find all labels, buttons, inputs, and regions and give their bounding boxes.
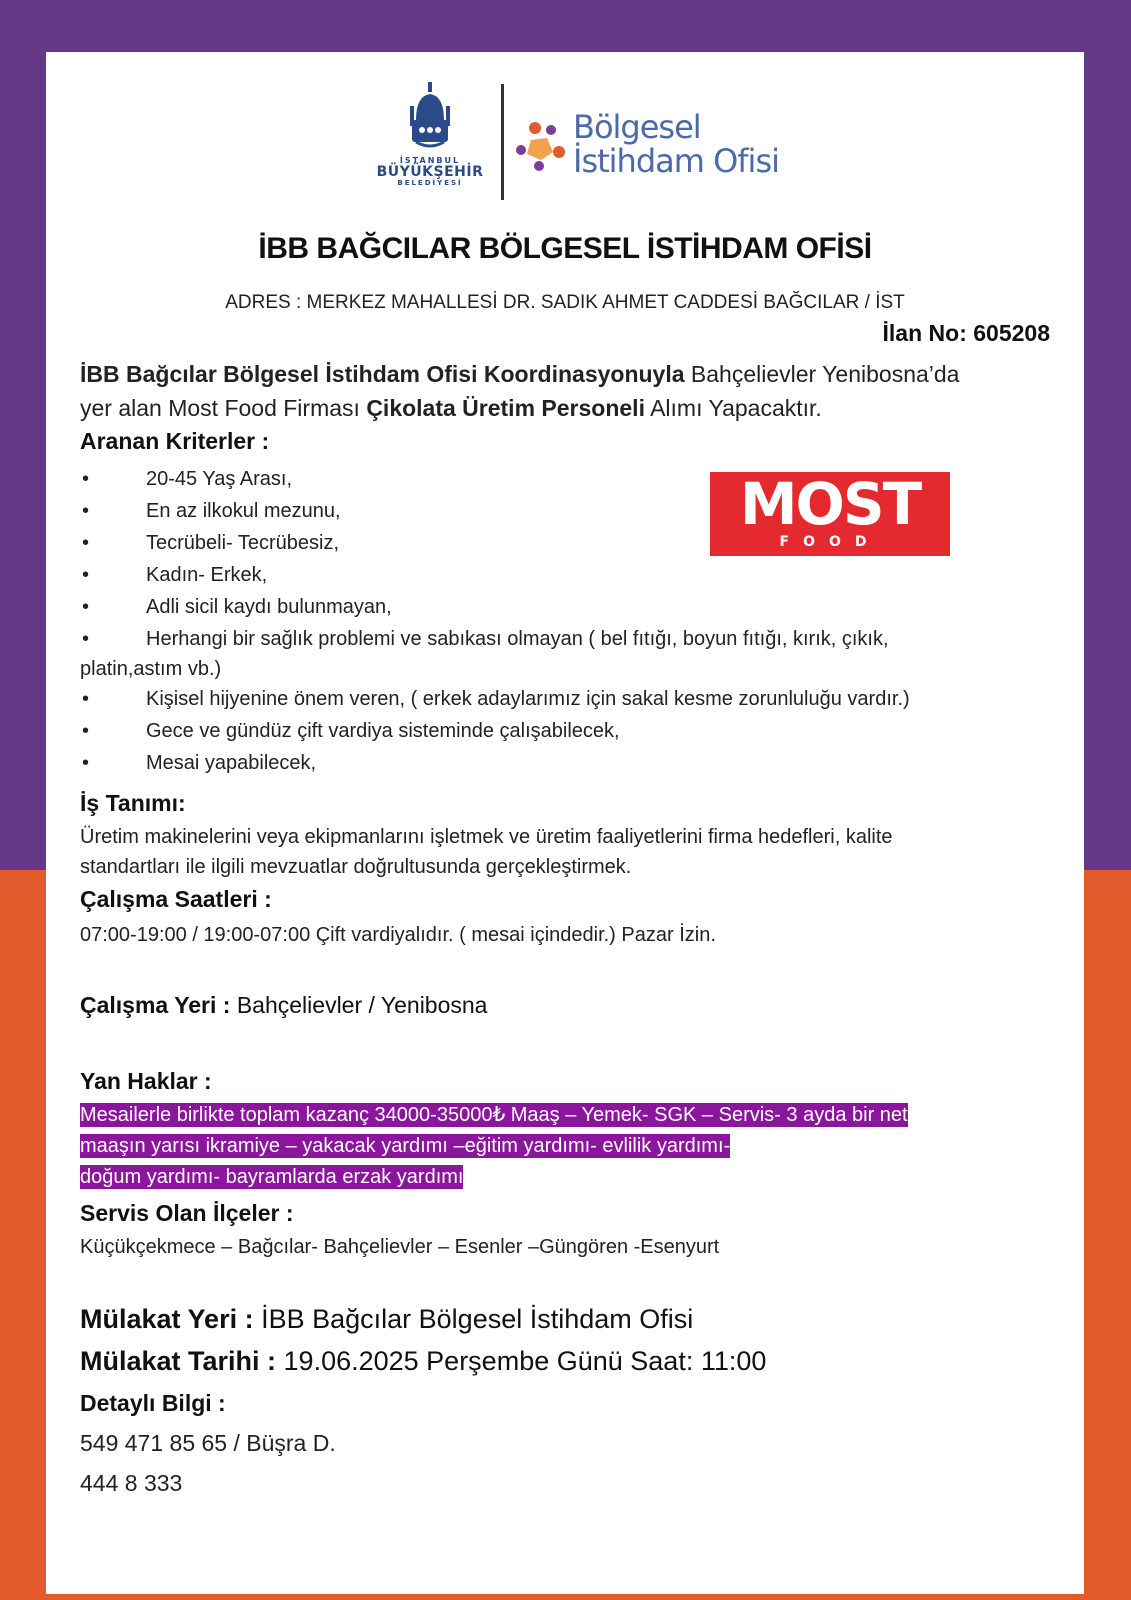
logo-divider	[501, 84, 504, 200]
most-logo-sub: FOOD	[779, 534, 881, 550]
criteria-heading: Aranan Kriterler :	[80, 428, 270, 454]
list-item	[80, 560, 960, 592]
address: ADRES : MERKEZ MAHALLESİ DR. SADIK AHMET CADDESİ BAĞCILAR / İST	[225, 292, 905, 313]
benefits-line: maaşın yarısı ikramiye – yakacak yardımı –eğitim yardımı- evlilik yardımı-	[80, 1135, 731, 1157]
criteria-text: Kişisel hijyenine önem veren, ( erkek adaylarımız için sakal kesme zorunluluğu vardır.)	[146, 688, 910, 710]
interview-date-label: Mülakat Tarihi :	[80, 1346, 277, 1376]
work-place	[80, 992, 487, 1019]
ibb-emblem-icon	[406, 80, 454, 152]
intro-bold-1: İBB Bağcılar Bölgesel İstihdam Ofisi Koordinasyonuyla	[80, 361, 685, 387]
ibb-logo	[371, 80, 489, 200]
intro-text-2: Alımı Yapacaktır.	[644, 395, 822, 421]
job-description: Üretim makinelerini veya ekipmanlarını işletmek ve üretim faaliyetlerini firma hedefleri, kalite standartları ile ilgili mevzuatlar doğrultusunda gerçekleştirmek.	[80, 826, 893, 878]
page-title: İBB BAĞCILAR BÖLGESEL İSTİHDAM OFİSİ	[258, 232, 872, 265]
criteria-text: Adli sicil kaydı bulunmayan,	[146, 596, 392, 618]
benefits-line: doğum yardımı- bayramlarda erzak yardımı	[80, 1166, 464, 1188]
criteria-text: 20-45 Yaş Arası,	[146, 468, 293, 490]
contact-heading: Detaylı Bilgi :	[80, 1390, 226, 1416]
criteria-text: Kadın- Erkek,	[146, 564, 268, 586]
ibb-logo-line3: BELEDİYESİ	[397, 179, 463, 188]
criteria-text: En az ilkokul mezunu,	[146, 500, 341, 522]
bullet: •	[82, 564, 90, 586]
interview-place	[80, 1304, 693, 1335]
list-item	[80, 528, 960, 560]
benefits-heading: Yan Haklar :	[80, 1068, 212, 1094]
bolgesel-istihdam-line1: Bölgesel	[573, 108, 701, 146]
contact-phone-2: 444 8 333	[80, 1470, 183, 1496]
bullet: •	[82, 688, 90, 710]
benefits-text	[80, 1100, 980, 1193]
bolgesel-istihdam-logo	[513, 110, 813, 180]
criteria-text: Tecrübeli- Tecrübesiz,	[146, 532, 340, 554]
bullet: •	[82, 720, 90, 742]
work-place-label: Çalışma Yeri :	[80, 992, 231, 1018]
bullet: •	[82, 468, 90, 490]
bullet: •	[82, 752, 90, 774]
intro-text-1: Bahçelievler Yenibosna’da yer alan Most Food Firması	[80, 361, 960, 421]
bullet: •	[82, 500, 90, 522]
interview-place-label: Mülakat Yeri :	[80, 1304, 254, 1334]
interview-date-value: 19.06.2025 Perşembe Günü Saat: 11:00	[276, 1346, 767, 1376]
job-posting-page	[46, 52, 1084, 1594]
list-item	[80, 464, 960, 496]
most-logo-word: MOST	[739, 470, 921, 538]
intro-paragraph	[80, 357, 980, 425]
list-item	[80, 592, 960, 624]
criteria-text: Gece ve gündüz çift vardiya sisteminde çalışabilecek,	[146, 720, 620, 742]
benefits-line: Mesailerle birlikte toplam kazanç 34000-35000₺ Maaş – Yemek- SGK – Servis- 3 ayda bir net	[80, 1104, 908, 1126]
job-heading: İş Tanımı:	[80, 790, 186, 816]
service-heading: Servis Olan İlçeler :	[80, 1200, 294, 1226]
header-logos	[371, 80, 831, 205]
ibb-logo-line1: İSTANBUL	[399, 156, 461, 165]
bolgesel-istihdam-mark-icon	[513, 116, 573, 176]
criteria-text: Herhangi bir sağlık problemi ve sabıkası olmayan ( bel fıtığı, boyun fıtığı, kırık, çıkık, platin,astım vb.)	[80, 628, 889, 680]
interview-date	[80, 1346, 766, 1377]
bullet: •	[82, 596, 90, 618]
bullet: •	[82, 628, 90, 650]
hours-text: 07:00-19:00 / 19:00-07:00 Çift vardiyalıdır. ( mesai içindedir.) Pazar İzin.	[80, 924, 716, 946]
interview-place-value: İBB Bağcılar Bölgesel İstihdam Ofisi	[253, 1304, 694, 1334]
ibb-logo-line2: BÜYÜKŞEHİR	[376, 164, 484, 181]
list-item	[80, 716, 960, 748]
list-item	[80, 748, 960, 780]
criteria-text: Mesai yapabilecek,	[146, 752, 317, 774]
criteria-list	[80, 464, 960, 780]
list-item	[80, 624, 960, 684]
bolgesel-istihdam-line2: İstihdam Ofisi	[573, 142, 779, 180]
contact-phone-1: 549 471 85 65 / Büşra D.	[80, 1430, 336, 1456]
bullet: •	[82, 532, 90, 554]
hours-heading: Çalışma Saatleri :	[80, 886, 272, 912]
intro-bold-2: Çikolata Üretim Personeli	[366, 395, 645, 421]
service-districts: Küçükçekmece – Bağcılar- Bahçelievler – Esenler –Güngören -Esenyurt	[80, 1236, 720, 1258]
work-place-value: Bahçelievler / Yenibosna	[230, 992, 488, 1018]
list-item	[80, 684, 960, 716]
listing-number: İlan No: 605208	[882, 320, 1050, 346]
list-item	[80, 496, 960, 528]
